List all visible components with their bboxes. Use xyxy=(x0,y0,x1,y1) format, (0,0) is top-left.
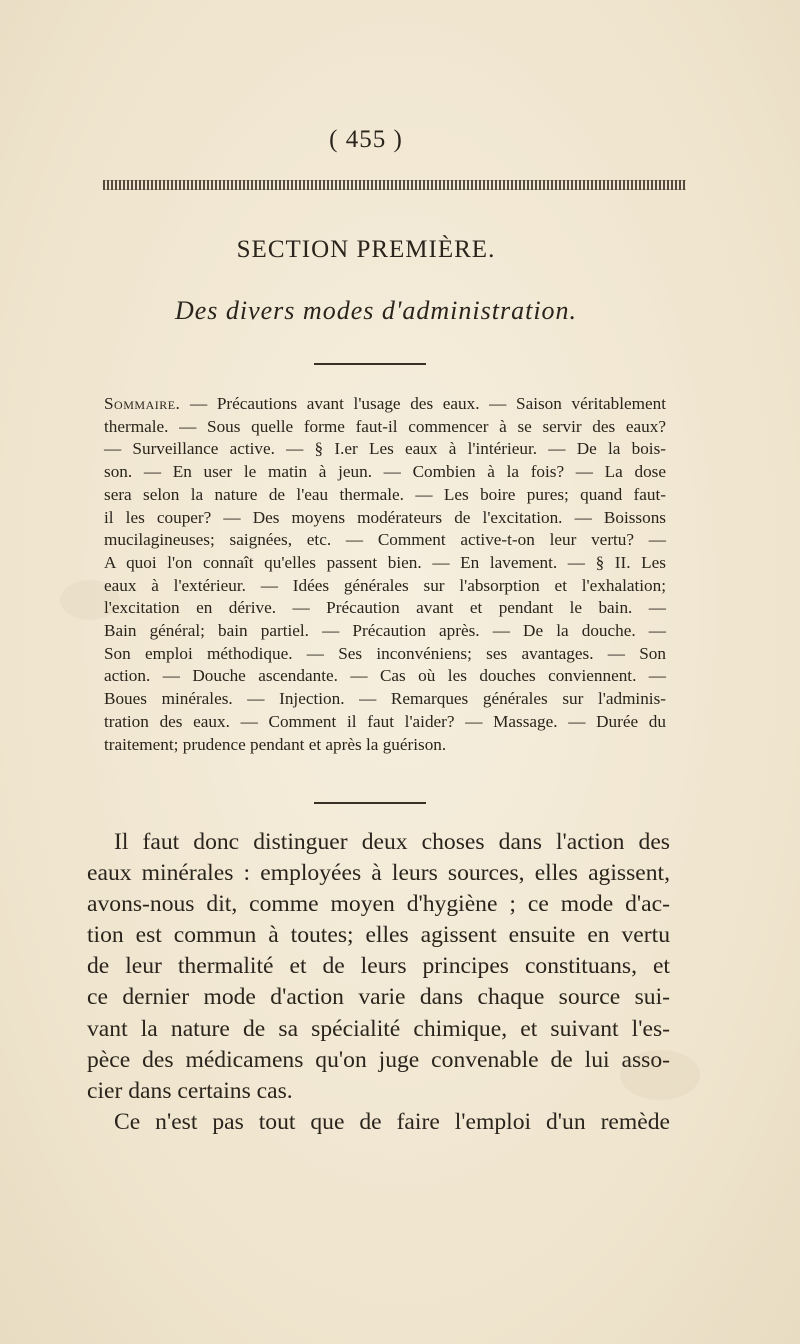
summary-line: l'excitation en dérive. — Précaution avant et pendant le bain. — xyxy=(104,598,666,618)
summary-line: A quoi l'on connaît qu'elles passent bien. — En lavement. — § II. Les xyxy=(104,552,666,572)
summary-line: action. — Douche ascendante. — Cas où les douches conviennent. — xyxy=(104,666,666,686)
divider-rule xyxy=(314,802,426,804)
summary-line: Boues minérales. — Injection. — Remarques générales sur l'adminis- xyxy=(104,689,666,709)
summary-line: son. — En user le matin à jeun. — Combien à la fois? — La dose xyxy=(104,462,666,482)
summary-line: thermale. — Sous quelle forme faut-il commencer à se servir des eaux? xyxy=(104,416,666,436)
summary-line: tration des eaux. — Comment il faut l'aider? — Massage. — Durée du xyxy=(104,711,666,731)
body-line: Il faut donc distinguer deux choses dans l'action des xyxy=(114,829,670,855)
summary-line: — Surveillance active. — § I.er Les eaux à l'intérieur. — De la bois- xyxy=(104,439,666,459)
ornamental-rule xyxy=(103,180,686,190)
body-line: pèce des médicamens qu'on juge convenable de lui asso- xyxy=(87,1046,670,1073)
summary-line: il les couper? — Des moyens modérateurs de l'excitation. — Boissons xyxy=(104,507,666,527)
summary-block xyxy=(104,393,666,756)
summary-line: Son emploi méthodique. — Ses inconvéniens; ses avantages. — Son xyxy=(104,643,666,663)
section-subtitle: Des divers modes d'administration. xyxy=(174,296,578,325)
body-paragraph xyxy=(87,827,670,1138)
summary-line: mucilagineuses; saignées, etc. — Comment active-t-on leur vertu? — xyxy=(104,530,666,550)
summary-line: sera selon la nature de l'eau thermale. — Les boire pures; quand faut- xyxy=(104,484,666,504)
body-line: ce dernier mode d'action varie dans chaque source sui- xyxy=(87,984,670,1011)
body-line: vant la nature de sa spécialité chimique, et suivant l'es- xyxy=(87,1015,670,1042)
divider-rule xyxy=(314,363,426,365)
body-line: Ce n'est pas tout que de faire l'emploi d'un remède xyxy=(114,1108,670,1135)
section-title: SECTION PREMIÈRE. xyxy=(236,236,496,263)
summary-lead: Sommaire. xyxy=(104,394,181,413)
page-number: ( 455 ) xyxy=(329,126,403,153)
summary-line: traitement; prudence pendant et après la guérison. xyxy=(104,734,447,754)
body-line: avons-nous dit, comme moyen d'hygiène ; ce mode d'ac- xyxy=(87,891,670,918)
summary-line: Sommaire. — Précautions avant l'usage des eaux. — Saison véritablement xyxy=(104,394,666,413)
summary-line: Bain général; bain partiel. — Précaution après. — De la douche. — xyxy=(104,621,666,641)
body-line: de leur thermalité et de leurs principes constituans, et xyxy=(87,953,670,980)
body-line: tion est commun à toutes; elles agissent ensuite en vertu xyxy=(87,922,670,949)
summary-line: eaux à l'extérieur. — Idées générales sur l'absorption et l'exhalation; xyxy=(104,575,666,595)
body-line: cier dans certains cas. xyxy=(87,1077,293,1104)
body-line: eaux minérales : employées à leurs sources, elles agissent, xyxy=(87,860,670,887)
